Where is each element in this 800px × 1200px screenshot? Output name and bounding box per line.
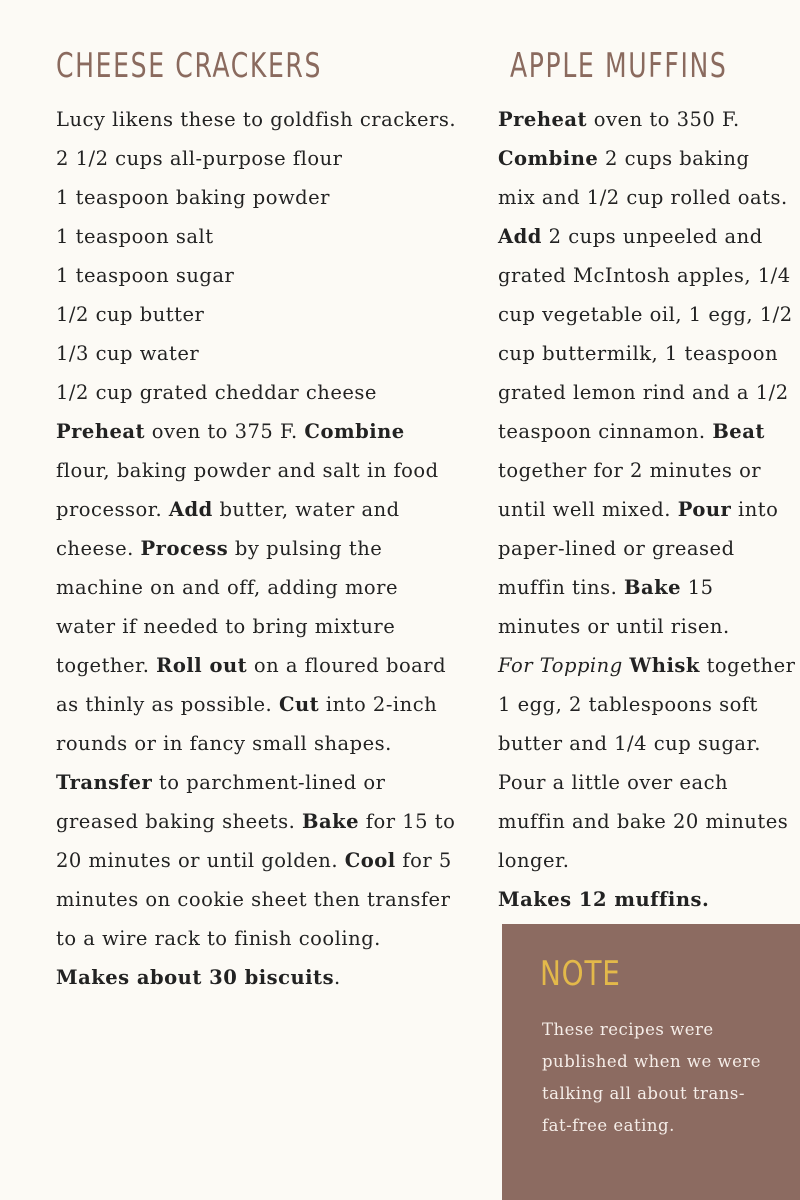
instruction-text: into 2-inch — [319, 693, 438, 716]
instruction-line — [56, 685, 456, 724]
step-keyword: Bake — [624, 576, 682, 599]
instruction-text: to parchment-lined or — [152, 771, 386, 794]
instruction-text: teaspoon cinnamon. — [498, 420, 713, 443]
instruction-line: cup buttermilk, 1 teaspoon — [498, 342, 779, 365]
instruction-text: for 15 to — [359, 810, 456, 833]
ingredient-line: 1 teaspoon baking powder — [56, 186, 330, 209]
note-box — [502, 924, 800, 1200]
recipe-yield — [498, 880, 795, 919]
instruction-text: 20 minutes or until golden. — [56, 849, 345, 872]
instruction-line: minutes or until risen. — [498, 615, 730, 638]
instruction-line: minutes on cookie sheet then transfer — [56, 888, 451, 911]
step-keyword: Preheat — [56, 420, 146, 443]
instruction-line — [498, 100, 795, 139]
instruction-line: grated lemon rind and a 1/2 — [498, 381, 789, 404]
instruction-text: 2 cups baking — [598, 147, 750, 170]
instruction-text: greased baking sheets. — [56, 810, 302, 833]
step-keyword: Add — [498, 225, 542, 248]
recipe-yield — [56, 958, 456, 997]
note-line: fat-free eating. — [542, 1116, 675, 1135]
instruction-line — [498, 490, 795, 529]
step-keyword: Add — [168, 498, 213, 521]
cheese-crackers-title: CHEESE CRACKERS — [56, 46, 323, 86]
note-title: NOTE — [540, 954, 621, 994]
topping-label: For Topping — [498, 654, 623, 677]
ingredient-line: 1/2 cup grated cheddar cheese — [56, 381, 377, 404]
instruction-line — [498, 412, 795, 451]
instruction-text: oven to 350 F. — [587, 108, 740, 131]
instruction-text: for 5 — [395, 849, 452, 872]
instruction-line — [56, 802, 456, 841]
recipe-intro: Lucy likens these to goldfish crackers. — [56, 108, 457, 131]
instruction-line — [498, 646, 795, 685]
instruction-text: processor. — [56, 498, 169, 521]
instruction-text: on a floured board — [247, 654, 447, 677]
note-line: These recipes were — [542, 1020, 714, 1039]
instruction-text: until well mixed. — [498, 498, 678, 521]
instruction-text: muffin tins. — [498, 576, 625, 599]
ingredient-line: 2 1/2 cups all-purpose flour — [56, 147, 343, 170]
instruction-text: together — [699, 654, 796, 677]
apple-muffins-title: APPLE MUFFINS — [510, 46, 728, 86]
instruction-line: longer. — [498, 849, 570, 872]
instruction-text: into — [731, 498, 779, 521]
step-keyword: Transfer — [56, 771, 153, 794]
instruction-line — [498, 568, 795, 607]
instruction-line: rounds or in fancy small shapes. — [56, 732, 392, 755]
note-body — [542, 1014, 761, 1142]
step-keyword: Bake — [302, 810, 360, 833]
step-keyword: Beat — [712, 420, 765, 443]
step-keyword: Preheat — [498, 108, 588, 131]
instruction-line: butter and 1/4 cup sugar. — [498, 732, 761, 755]
ingredient-line: 1/3 cup water — [56, 342, 200, 365]
instruction-line: cup vegetable oil, 1 egg, 1/2 — [498, 303, 793, 326]
instruction-line: mix and 1/2 cup rolled oats. — [498, 186, 788, 209]
step-keyword: Roll out — [156, 654, 248, 677]
step-keyword: Whisk — [629, 654, 700, 677]
step-keyword: Combine — [304, 420, 405, 443]
instruction-line — [498, 217, 795, 256]
instruction-line: together for 2 minutes or — [498, 459, 762, 482]
instruction-text: 2 cups unpeeled and — [541, 225, 763, 248]
ingredient-line: 1 teaspoon salt — [56, 225, 214, 248]
instruction-line: Pour a little over each — [498, 771, 729, 794]
note-line: talking all about trans- — [542, 1084, 745, 1103]
instruction-line: 1 egg, 2 tablespoons soft — [498, 693, 758, 716]
instruction-text: as thinly as possible. — [56, 693, 279, 716]
instruction-line — [498, 139, 795, 178]
instruction-text: oven to 375 F. — [145, 420, 305, 443]
instruction-line: water if needed to bring mixture — [56, 615, 396, 638]
instruction-line: machine on and off, adding more — [56, 576, 399, 599]
instruction-text: butter, water and — [212, 498, 400, 521]
instruction-line — [56, 763, 456, 802]
note-line: published when we were — [542, 1052, 762, 1071]
yield-text: Makes 12 muffins. — [498, 888, 710, 911]
instruction-line: flour, baking powder and salt in food — [56, 459, 439, 482]
ingredient-line: 1/2 cup butter — [56, 303, 205, 326]
ingredient-line: 1 teaspoon sugar — [56, 264, 235, 287]
apple-muffins-body — [498, 100, 795, 919]
instruction-text: together. — [56, 654, 157, 677]
step-keyword: Cut — [278, 693, 320, 716]
instruction-line — [56, 841, 456, 880]
instruction-text: 15 — [681, 576, 714, 599]
instruction-line — [56, 490, 456, 529]
step-keyword: Combine — [498, 147, 599, 170]
cheese-crackers-body — [56, 100, 456, 997]
instruction-line: muffin and bake 20 minutes — [498, 810, 789, 833]
instruction-line — [56, 412, 456, 451]
instruction-text: cheese. — [56, 537, 141, 560]
step-keyword: Process — [140, 537, 229, 560]
step-keyword: Cool — [344, 849, 396, 872]
yield-text: Makes about 30 biscuits — [56, 966, 335, 989]
instruction-line: grated McIntosh apples, 1/4 — [498, 264, 791, 287]
instruction-line: to a wire rack to finish cooling. — [56, 927, 381, 950]
instruction-line: paper-lined or greased — [498, 537, 735, 560]
instruction-text: by pulsing the — [228, 537, 383, 560]
step-keyword: Pour — [677, 498, 732, 521]
instruction-line — [56, 529, 456, 568]
instruction-line — [56, 646, 456, 685]
yield-period: . — [334, 966, 341, 989]
